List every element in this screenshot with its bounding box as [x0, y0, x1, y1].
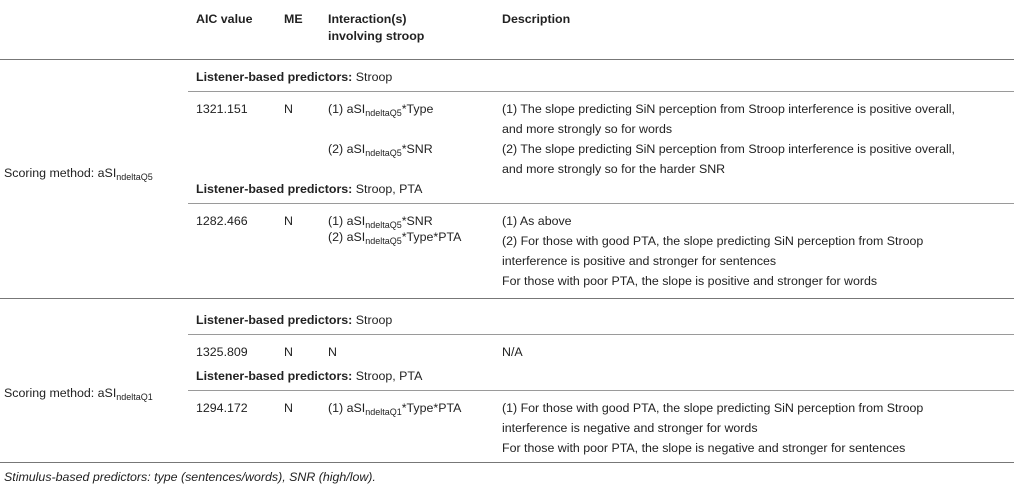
me-value: N: [284, 345, 293, 359]
aic-value: 1294.172: [196, 401, 248, 415]
interaction-term: (2) aSI$_{ndeltaQ5}$*SNR: [328, 142, 433, 158]
header-description: Description: [502, 12, 571, 26]
header-interaction-line2: involving stroop: [328, 29, 425, 43]
header-me: ME: [284, 12, 303, 26]
me-value: N: [284, 214, 293, 228]
interaction-term: (1) aSI$_{ndeltaQ1}$*Type*PTA: [328, 401, 462, 417]
aic-value: 1321.151: [196, 102, 248, 116]
scoring-method-q5: Scoring method: aSI$_{ndeltaQ5}$: [4, 166, 153, 182]
scoring-method-q1: Scoring method: aSI$_{ndeltaQ1}$: [4, 386, 153, 402]
group-heading: Listener-based predictors: Stroop: [196, 70, 393, 84]
header-divider: [0, 59, 1014, 60]
description-line: For those with poor PTA, the slope is negative and stronger for sentences: [502, 441, 906, 455]
interaction-term: N: [328, 345, 337, 359]
description-line: (1) For those with good PTA, the slope predicting SiN perception from Stroop: [502, 401, 924, 415]
group-heading: Listener-based predictors: Stroop: [196, 313, 393, 327]
description-line: For those with poor PTA, the slope is positive and stronger for words: [502, 274, 878, 288]
group-divider: [188, 203, 1014, 204]
interaction-term: (1) aSI$_{ndeltaQ5}$*SNR: [328, 214, 433, 230]
description-line: and more strongly so for words: [502, 122, 673, 136]
description-line: (1) The slope predicting SiN perception from Stroop interference is positive overall,: [502, 102, 955, 116]
group-heading: Listener-based predictors: Stroop, PTA: [196, 182, 423, 196]
description-line: and more strongly so for the harder SNR: [502, 162, 726, 176]
me-value: N: [284, 102, 293, 116]
description-line: (2) The slope predicting SiN perception from Stroop interference is positive overall,: [502, 142, 955, 156]
aic-value: 1325.809: [196, 345, 248, 359]
description-line: interference is negative and stronger for words: [502, 421, 758, 435]
me-value: N: [284, 401, 293, 415]
section-divider: [0, 298, 1014, 299]
group-divider: [188, 334, 1014, 335]
header-interaction-line1: Interaction(s): [328, 12, 407, 26]
interaction-term: (1) aSI$_{ndeltaQ5}$*Type: [328, 102, 434, 118]
description-line: N/A: [502, 345, 523, 359]
description-line: (1) As above: [502, 214, 572, 228]
table-bottom-rule: [0, 462, 1014, 463]
aic-value: 1282.466: [196, 214, 248, 228]
table-footnote: Stimulus-based predictors: type (sentences/words), SNR (high/low).: [4, 470, 376, 484]
group-divider: [188, 91, 1014, 92]
group-divider: [188, 390, 1014, 391]
description-line: (2) For those with good PTA, the slope predicting SiN perception from Stroop: [502, 234, 924, 248]
interaction-term: (2) aSI$_{ndeltaQ5}$*Type*PTA: [328, 230, 462, 246]
description-line: interference is positive and stronger for sentences: [502, 254, 777, 268]
header-aic-value: AIC value: [196, 12, 253, 26]
group-heading: Listener-based predictors: Stroop, PTA: [196, 369, 423, 383]
